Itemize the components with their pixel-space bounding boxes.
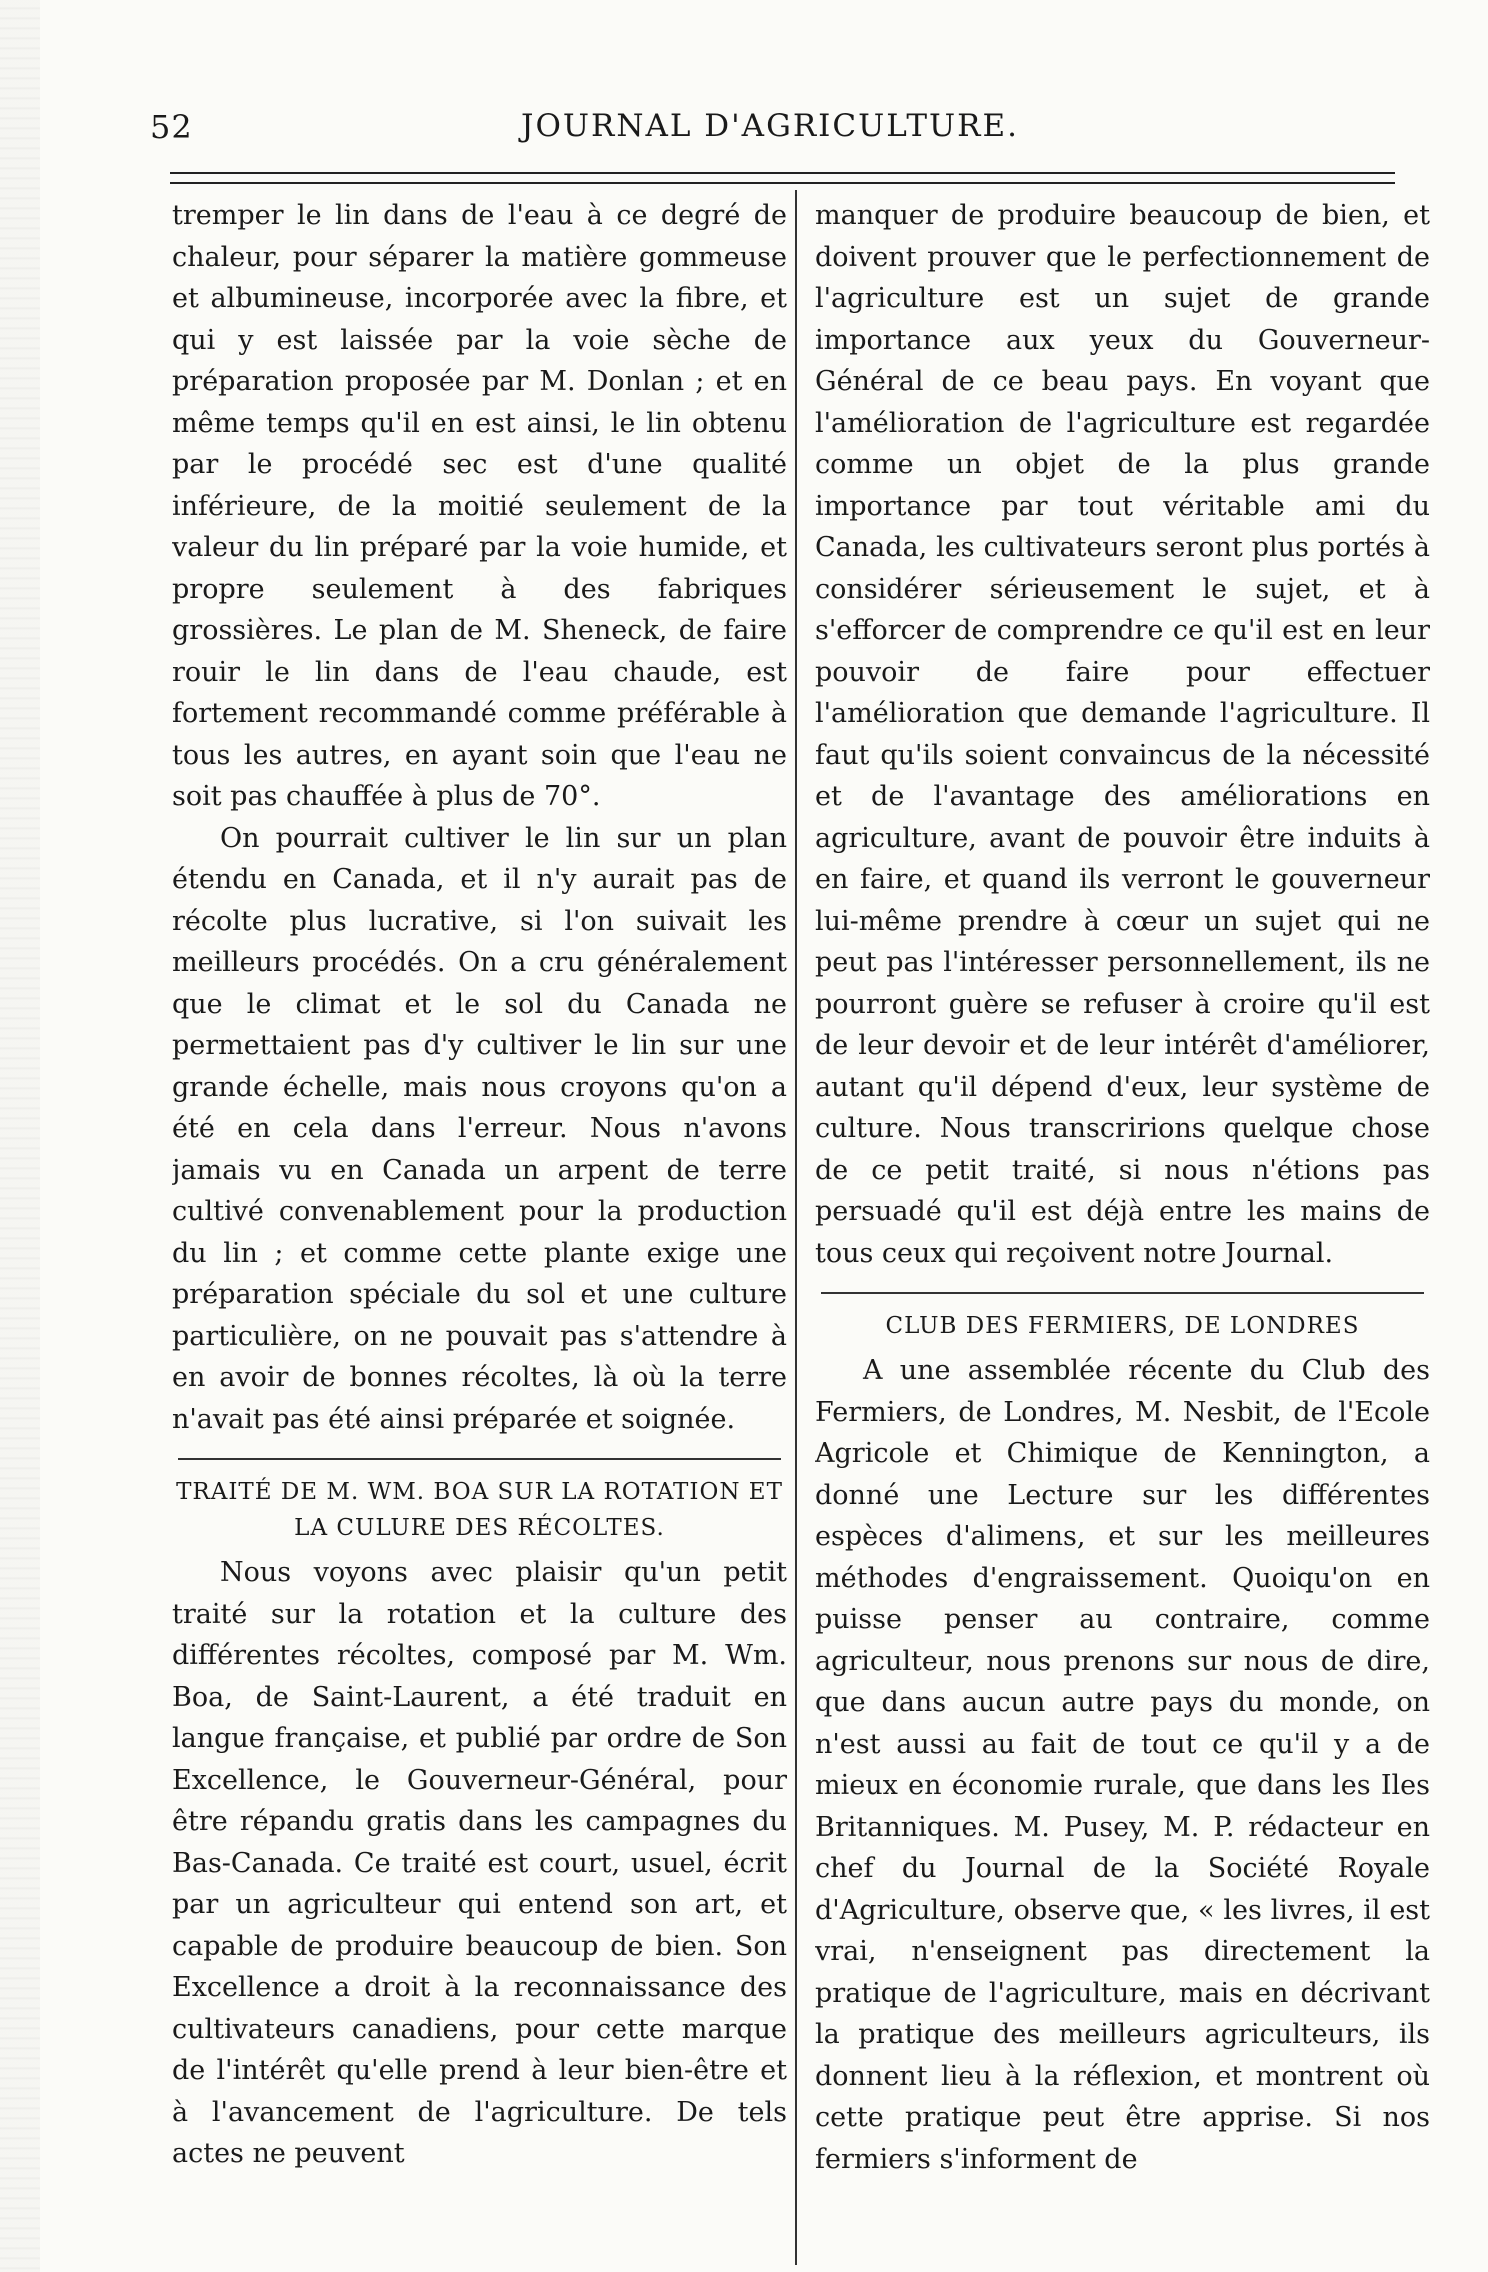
left-paragraph-2: On pourrait cultiver le lin sur un plan étendu en Canada, et il n'y aurait pas de récolte plus lucrative, si l'on suivait les meilleurs procédés. On a cru généralement que le climat et le sol du Canada ne permettaient pas d'y cultiver le lin sur une grande échelle, mais nous croyons qu'on a été en cela dans l'erreur. Nous n'avons jamais vu en Canada un arpent de terre cultivé convenablement pour la production du lin ; et comme cette plante exige une préparation spéciale du sol et une culture particulière, on ne pouvait pas s'attendre à en avoir de bonnes récoltes, là où la terre n'avait pas été ainsi préparée et soignée. <box>172 822 787 1435</box>
section-divider <box>821 1292 1424 1294</box>
left-column <box>172 195 787 2270</box>
left-paragraph-1: tremper le lin dans de l'eau à ce degré de chaleur, pour séparer la matière gommeuse et albumineuse, incorporée avec la fibre, et qui y est laissée par la voie sèche de préparation proposée par M. Donlan ; et en même temps qu'il en est ainsi, le lin obtenu par le procédé sec est d'une qualité inférieure, de la moitié seulement de la valeur du lin préparé par la voie humide, et propre seulement à des fabriques grossières. Le plan de M. Sheneck, de faire rouir le lin dans de l'eau chaude, est fortement recommandé comme préférable à tous les autres, en ayant soin que l'eau ne soit pas chauffée à plus de 70°. <box>172 200 787 812</box>
right-paragraph-1: manquer de produire beaucoup de bien, et doivent prouver que le perfectionnement de l'agriculture est un sujet de grande importance aux yeux du Gouverneur-Général de ce beau pays. En voyant que l'amélioration de l'agriculture est regardée comme un objet de la plus grande importance par tout véritable ami du Canada, les cultivateurs seront plus portés à considérer sérieusement le sujet, et à s'efforcer de comprendre ce qu'il est en leur pouvoir de faire pour effectuer l'amélioration que demande l'agriculture. Il faut qu'ils soient convaincus de la nécessité et de l'avantage des améliorations en agriculture, avant de pouvoir être induits à en faire, et quand ils verront le gouverneur lui-même prendre à cœur un sujet qui ne peut pas l'intéresser personnellement, ils ne pourront guère se refuser à croire qu'il est de leur devoir et de leur intérêt d'améliorer, autant qu'il dépend d'eux, leur système de culture. Nous transcririons quelque chose de ce petit traité, si nous n'étions pas persuadé qu'il est déjà entre les mains de tous ceux qui reçoivent notre Journal. <box>815 200 1430 1269</box>
section-title-boa: TRAITÉ DE M. WM. BOA SUR LA ROTATION ET LA CULURE DES RÉCOLTES. <box>176 1479 783 1541</box>
binding-gutter <box>0 0 40 2272</box>
header-double-rule <box>170 172 1395 184</box>
section-title-club: CLUB DES FERMIERS, DE LONDRES <box>885 1313 1360 1339</box>
column-divider <box>795 190 797 2265</box>
page-number: 52 <box>150 108 193 146</box>
running-head: JOURNAL D'AGRICULTURE. <box>521 108 1019 144</box>
left-paragraph-3: Nous voyons avec plaisir qu'un petit traité sur la rotation et la culture des différentes récoltes, composé par M. Wm. Boa, de Saint-Laurent, a été traduit en langue française, et publié par ordre de Son Excellence, le Gouverneur-Général, pour être répandu gratis dans les campagnes du Bas-Canada. Ce traité est court, usuel, écrit par un agriculteur qui entend son art, et capable de produire beaucoup de bien. Son Excellence a droit à la reconnaissance des cultivateurs canadiens, pour cette marque de l'intérêt qu'elle prend à leur bien-être et à l'avancement de l'agriculture. De tels actes ne peuvent <box>172 1557 787 2169</box>
right-column <box>815 195 1430 2270</box>
section-divider <box>178 1458 781 1460</box>
right-paragraph-2: A une assemblée récente du Club des Fermiers, de Londres, M. Nesbit, de l'Ecole Agricole et Chimique de Kennington, a donné une Lecture sur les différentes espèces d'alimens, et sur les meilleures méthodes d'engraissement. Quoiqu'on en puisse penser au contraire, comme agriculteur, nous prenons sur nous de dire, que dans aucun autre pays du monde, on n'est aussi au fait de tout ce qu'il y a de mieux en économie rurale, que dans les Iles Britanniques. M. Pusey, M. P. rédacteur en chef du Journal de la Société Royale d'Agriculture, observe que, « les livres, il est vrai, n'enseignent pas directement la pratique de l'agriculture, mais en décrivant la pratique des meilleurs agriculteurs, ils donnent lieu à la réflexion, et montrent où cette pratique peut être apprise. Si nos fermiers s'informent de <box>815 1355 1430 2175</box>
page-header <box>150 108 1390 168</box>
